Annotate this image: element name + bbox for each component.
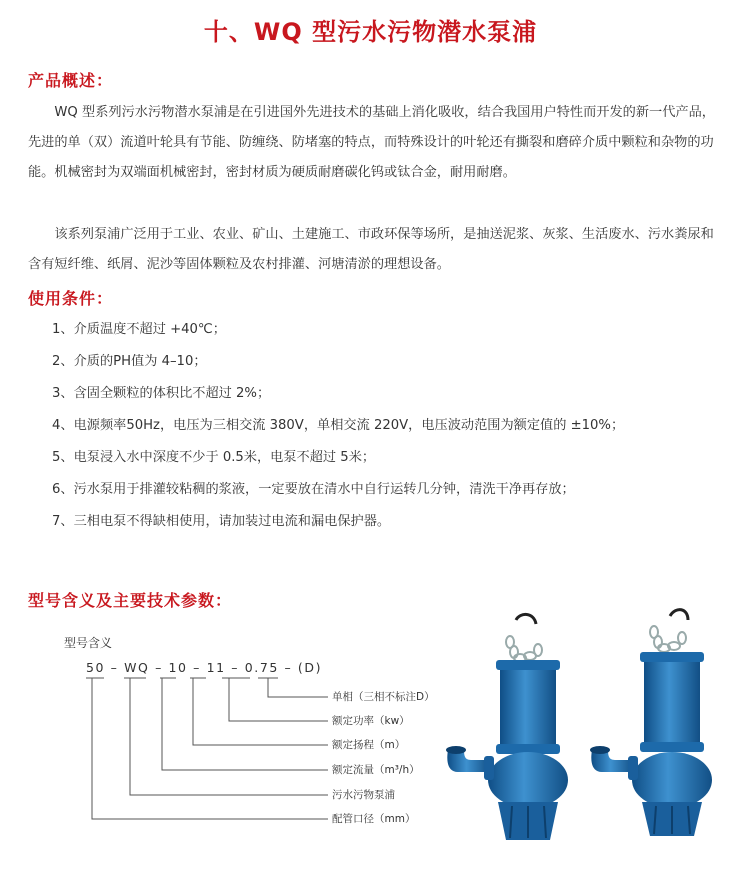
model-label-phase: 单相（三相不标注D） [332,691,435,703]
condition-item: 1、介质温度不超过 +40℃； [52,322,226,337]
pump-image-left [438,612,588,852]
model-label-pipe-diameter: 配管口径（mm） [332,813,416,825]
conditions-heading: 使用条件： [28,289,114,308]
condition-item: 4、电源频率50Hz，电压为三相交流 380V，单相交流 220V，电压波动范围为额定值的 ±10%； [52,418,625,433]
model-heading: 型号含义及主要技术参数： [28,591,233,610]
condition-item: 5、电泵浸入水中深度不少于 0.5米，电泵不超过 5米； [52,450,376,465]
condition-item: 6、污水泵用于排灌较粘稠的浆液，一定要放在清水中自行运转几分钟，清洗干净再存放； [52,482,575,497]
model-label-power: 额定功率（kw） [332,715,410,727]
overview-heading: 产品概述： [28,71,114,90]
pump-image-right [584,604,734,844]
model-label-head: 额定扬程（m） [332,739,406,751]
model-label-pump-type: 污水污物泵浦 [332,789,395,801]
condition-item: 7、三相电泵不得缺相使用，请加装过电流和漏电保护器。 [52,514,391,529]
overview-paragraph-1: WQ 型系列污水污物潜水泵浦是在引进国外先进技术的基础上消化吸收，结合我国用户特性而开发的新一代产品，先进的单（双）流道叶轮具有节能、防缠绕、防堵塞的特点，而特殊设计的叶轮还有撕裂和磨碎介质中颗粒和杂物的功能。机械密封为双端面机械密封，密封材质为硬质耐磨碳化钨或钛合金，耐用耐磨。 [28,105,715,180]
model-diagram-title: 型号含义 [64,636,113,650]
page-title: 十、WQ 型污水污物潜水泵浦 [203,18,538,46]
model-label-flow: 额定流量（m³/h） [332,764,420,776]
overview-paragraph-2: 该系列泵浦广泛用于工业、农业、矿山、土建施工、市政环保等场所，是抽送泥浆、灰浆、生活废水、污水粪尿和含有短纤维、纸屑、泥沙等固体颗粒及农村排灌、河塘清淤的理想设备。 [28,227,714,272]
model-code: 50 – WQ – 10 – 11 – 0.75 – (D) [86,660,323,675]
condition-item: 2、介质的PH值为 4–10； [52,354,207,369]
condition-item: 3、含固全颗粒的体积比不超过 2%； [52,386,271,401]
